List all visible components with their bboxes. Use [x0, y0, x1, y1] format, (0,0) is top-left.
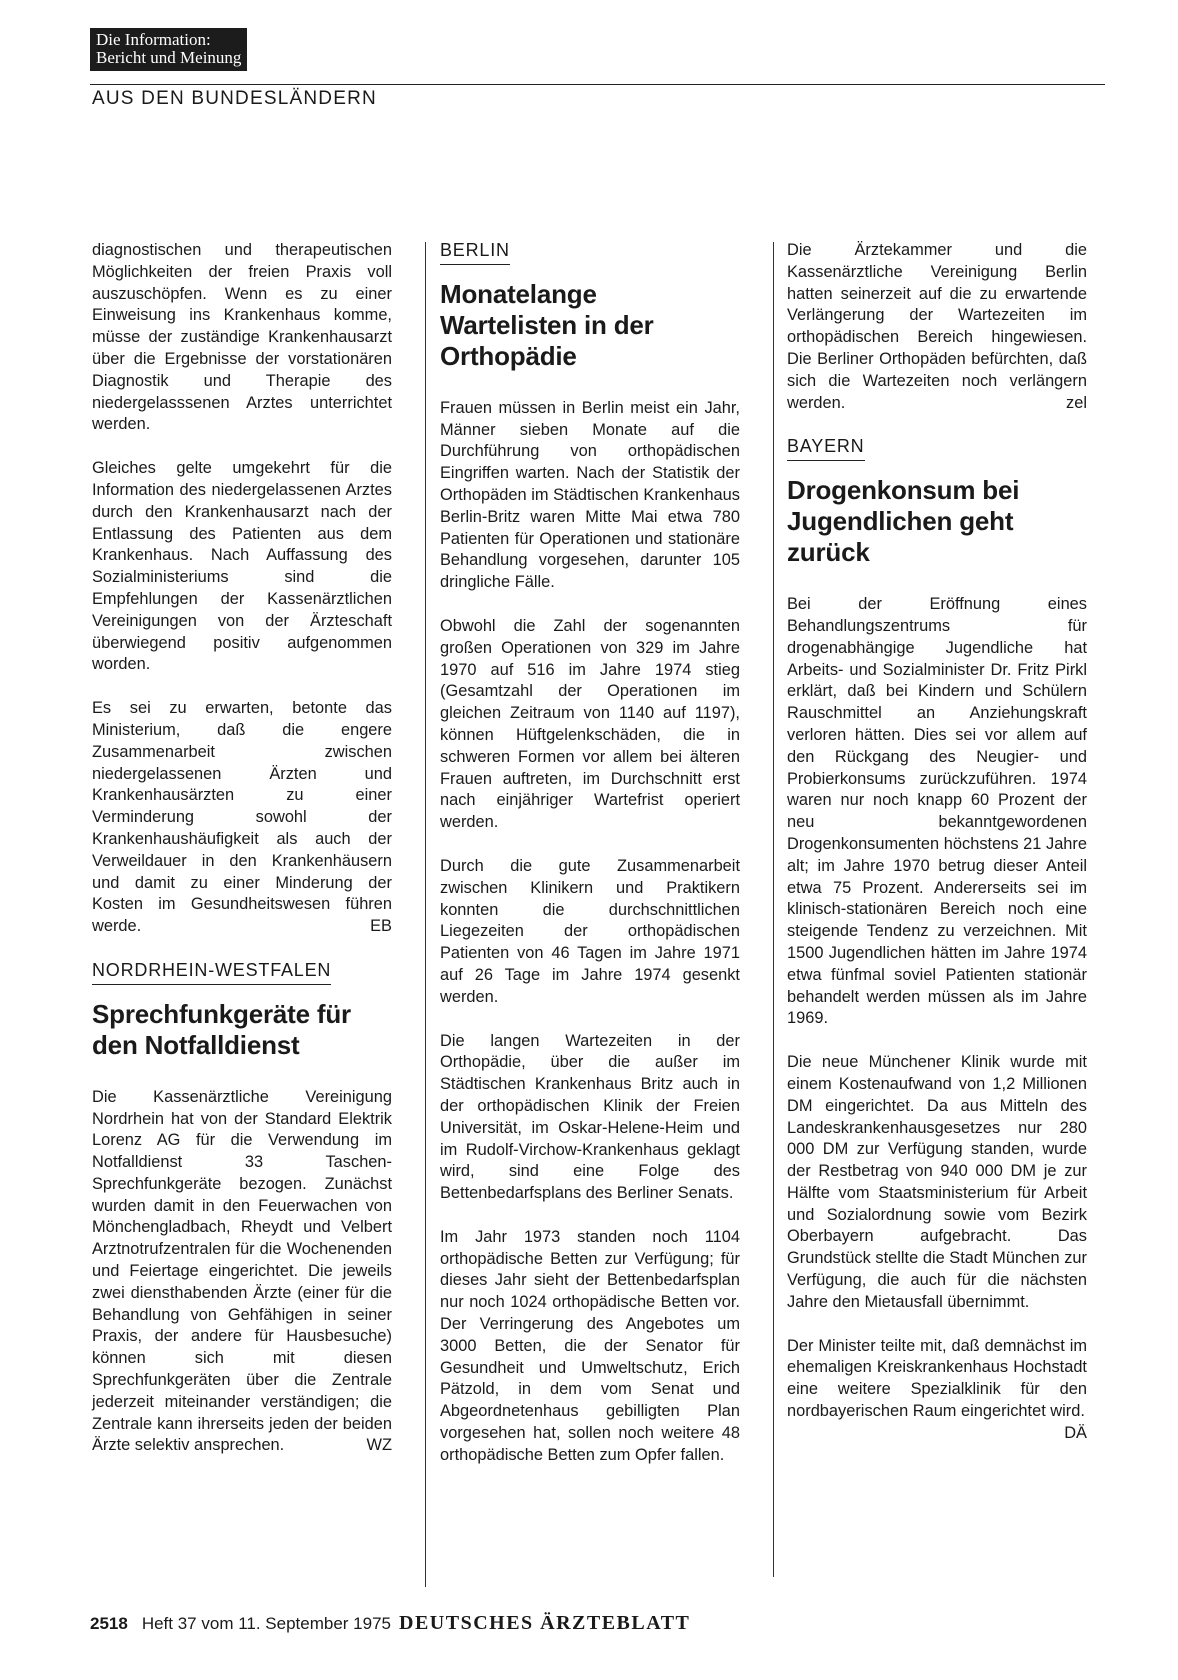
magazine-title: DEUTSCHES ÄRZTEBLATT [399, 1612, 691, 1634]
article-paragraph: Obwohl die Zahl der sogenannten großen Operationen von 329 im Jahre 1970 auf 516 im Jahre 1974 stieg (Gesamtzahl der Operationen im gleichen Zeitraum von 1140 auf 1197), können Hüftgelenkschäden, die in schweren Formen vor allem bei älteren Frauen auftreten, im Durchschnitt erst nach einjähriger Wartefrist operiert werden. [440, 616, 740, 832]
article-paragraph: Die neue Münchener Klinik wurde mit einem Kostenaufwand von 1,2 Millionen DM eingerichtet. Da aus Mitteln des Landeskrankenhausgesetzes nur 280 000 DM zur Verfügung standen, wurde der Restbetrag von 940 000 DM je zur Hälfte vom Staatsministerium für Arbeit und Sozialordnung sowie vom Bezirk Oberbayern aufgebracht. Das Grundstück stellte die Stadt München zur Verfügung, die auch für die nächsten Jahre den Mietausfall übernimmt. [787, 1053, 1087, 1311]
author-signature: zel [1066, 393, 1087, 412]
header-rule [90, 84, 1105, 85]
paragraph-text: Der Minister teilte mit, daß demnächst im ehemaligen Kreiskrankenhaus Hochstadt eine weitere Spezialklinik für den nordbayerischen Raum eingerichtet wird. [787, 1336, 1087, 1421]
paragraph-text: Die Ärztekammer und die Kassenärztliche Vereinigung Berlin hatten seinerzeit auf die zu erwartende Verlängerung der Wartezeiten im orthopädischen Bereich hingewiesen. Die Berliner Orthopäden befürchten, daß sich die Wartezeiten noch verlängern werden. [787, 241, 1087, 412]
article-paragraph: diagnostischen und therapeutischen Möglichkeiten der freien Praxis voll auszuschöpfen. Wenn es zu einer Einweisung ins Krankenhaus komme, müsse der zuständige Krankenhausarzt über die Ergebnisse der vorstationären Diagnostik und Therapie des niedergelasssenen Arztes unterrichtet werden. [92, 241, 392, 434]
article-paragraph [92, 1087, 392, 1458]
author-signature: DÄ [1064, 1423, 1087, 1442]
page-number: 2518 [90, 1614, 128, 1633]
masthead-line-2: Bericht und Meinung [96, 48, 242, 67]
article-paragraph: Im Jahr 1973 standen noch 1104 orthopädische Betten zur Verfügung; für dieses Jahr sieht der Bettenbedarfsplan nur noch 1024 orthopädische Betten vor. Der Verringerung des Angebotes um 3000 Betten, die der Senator für Gesundheit und Umweltschutz, Erich Pätzold, in dem vom Senat und Abgeordnetenhaus gebilligten Plan vorgesehen hat, sollen noch weitere 48 orthopädische Betten zum Opfer fallen. [440, 1227, 740, 1464]
column-divider-1 [425, 242, 426, 1587]
issue-info: Heft 37 vom 11. September 1975 [141, 1614, 391, 1633]
article-paragraph [92, 698, 392, 938]
section-title: AUS DEN BUNDESLÄNDERN [92, 88, 377, 109]
article-headline: Monatelange Wartelisten in der Orthopädie [440, 278, 654, 371]
masthead-badge [90, 28, 247, 71]
article-headline: Sprechfunkgeräte für den Notfalldienst [92, 998, 351, 1060]
article-paragraph: Gleiches gelte umgekehrt für die Information des niedergelassenen Arztes durch den Krankenhausarzt nach der Entlassung des Patienten aus dem Krankenhaus. Nach Auffassung des Sozialministeriums sind die Empfehlungen der Kassenärztlichen Vereinigungen von der Ärzteschaft überwiegend positiv aufgenommen worden. [92, 459, 392, 674]
column-divider-2 [773, 242, 774, 1577]
column-3 [787, 240, 1087, 1445]
region-kicker: BERLIN [440, 240, 510, 265]
author-signature: EB [370, 917, 392, 936]
paragraph-text: Die Kassenärztliche Vereinigung Nordrhein hat von der Standard Elektrik Lorenz AG für die Verwendung im Notfalldienst 33 Taschen-Sprechfunkgeräte bezogen. Zunächst wurden damit in den Feuerwachen von Mönchengladbach, Rheydt und Velbert Arztnotrufzentralen für die Wochenenden und Feiertage eingerichtet. Die jeweils zwei diensthabenden Ärzte (einer für die Behandlung von Gehfähigen in seiner Praxis, der andere für Hausbesuche) können sich mit diesen Sprechfunkgeräten über die Zentrale jederzeit miteinander verständigen; die Zentrale kann ihrerseits jeden der beiden Ärzte selektiv ansprechen. [92, 1087, 392, 1455]
region-kicker: NORDRHEIN-WESTFALEN [92, 960, 331, 985]
article-paragraph [787, 1336, 1087, 1442]
column-1 [92, 240, 392, 1479]
article-paragraph: Die langen Wartezeiten in der Orthopädie, über die außer im Städtischen Krankenhaus Britz auch in der orthopädischen Klinik der Freien Universität, im Oskar-Helene-Heim und im Rudolf-Virchow-Krankenhaus geklagt wird, sind eine Folge des Bettenbedarfsplans des Berliner Senats. [440, 1031, 740, 1203]
article-paragraph: Frauen müssen in Berlin meist ein Jahr, Männer sieben Monate auf die Durchführung von orthopädischen Eingriffen warten. Nach der Statistik der Orthopäden im Städtischen Krankenhaus Berlin-Britz waren Mitte Mai etwa 780 Patienten für Operationen und stationäre Behandlung vorgesehen, darunter 105 dringliche Fälle. [440, 398, 740, 592]
page-footer [90, 1612, 690, 1635]
masthead-line-1: Die Information: [96, 30, 211, 49]
author-signature: WZ [366, 1436, 392, 1455]
article-paragraph [787, 240, 1087, 414]
article-paragraph: Durch die gute Zusammenarbeit zwischen Klinikern und Praktikern konnten die durchschnittlichen Liegezeiten der orthopädischen Patienten von 46 Tagen im Jahre 1971 auf 26 Tage im Jahre 1974 gesenkt werden. [440, 856, 740, 1006]
article-paragraph: Bei der Eröffnung eines Behandlungszentrums für drogenabhängige Jugendliche hat Arbeits- und Sozialminister Dr. Fritz Pirkl erklärt, daß bei Kindern und Schülern Rauschmittel an Anziehungskraft verloren hätten. Dies sei vor allem auf den Rückgang des Neugier- und Probierkonsums zurückzuführen. 1974 waren nur noch knapp 60 Prozent der neu bekanntgewordenen Drogenkonsumenten höchstens 21 Jahre alt; im Jahre 1970 betrug dieser Anteil etwa 75 Prozent. Andererseits sei im klinisch-stationären Bereich noch eine steigende Tendenz zu verzeichnen. Mit 1500 Jugendlichen hätten im Jahre 1974 etwa fünfmal soviel Patienten stationär behandelt werden müssen als im Jahre 1969. [787, 595, 1087, 1028]
article-headline: Drogenkonsum bei Jugendlichen geht zurück [787, 475, 1020, 568]
column-2 [440, 240, 740, 1489]
paragraph-text: Es sei zu erwarten, betonte das Ministerium, daß die engere Zusammenarbeit zwischen niedergelassenen Ärzten und Krankenhausärzten zu einer Verminderung sowohl der Krankenhaushäufigkeit als auch der Verweildauer in den Krankenhäusern und damit zu einer Minderung der Kosten im Gesundheitswesen führen werde. [92, 699, 392, 936]
region-kicker: BAYERN [787, 436, 865, 461]
